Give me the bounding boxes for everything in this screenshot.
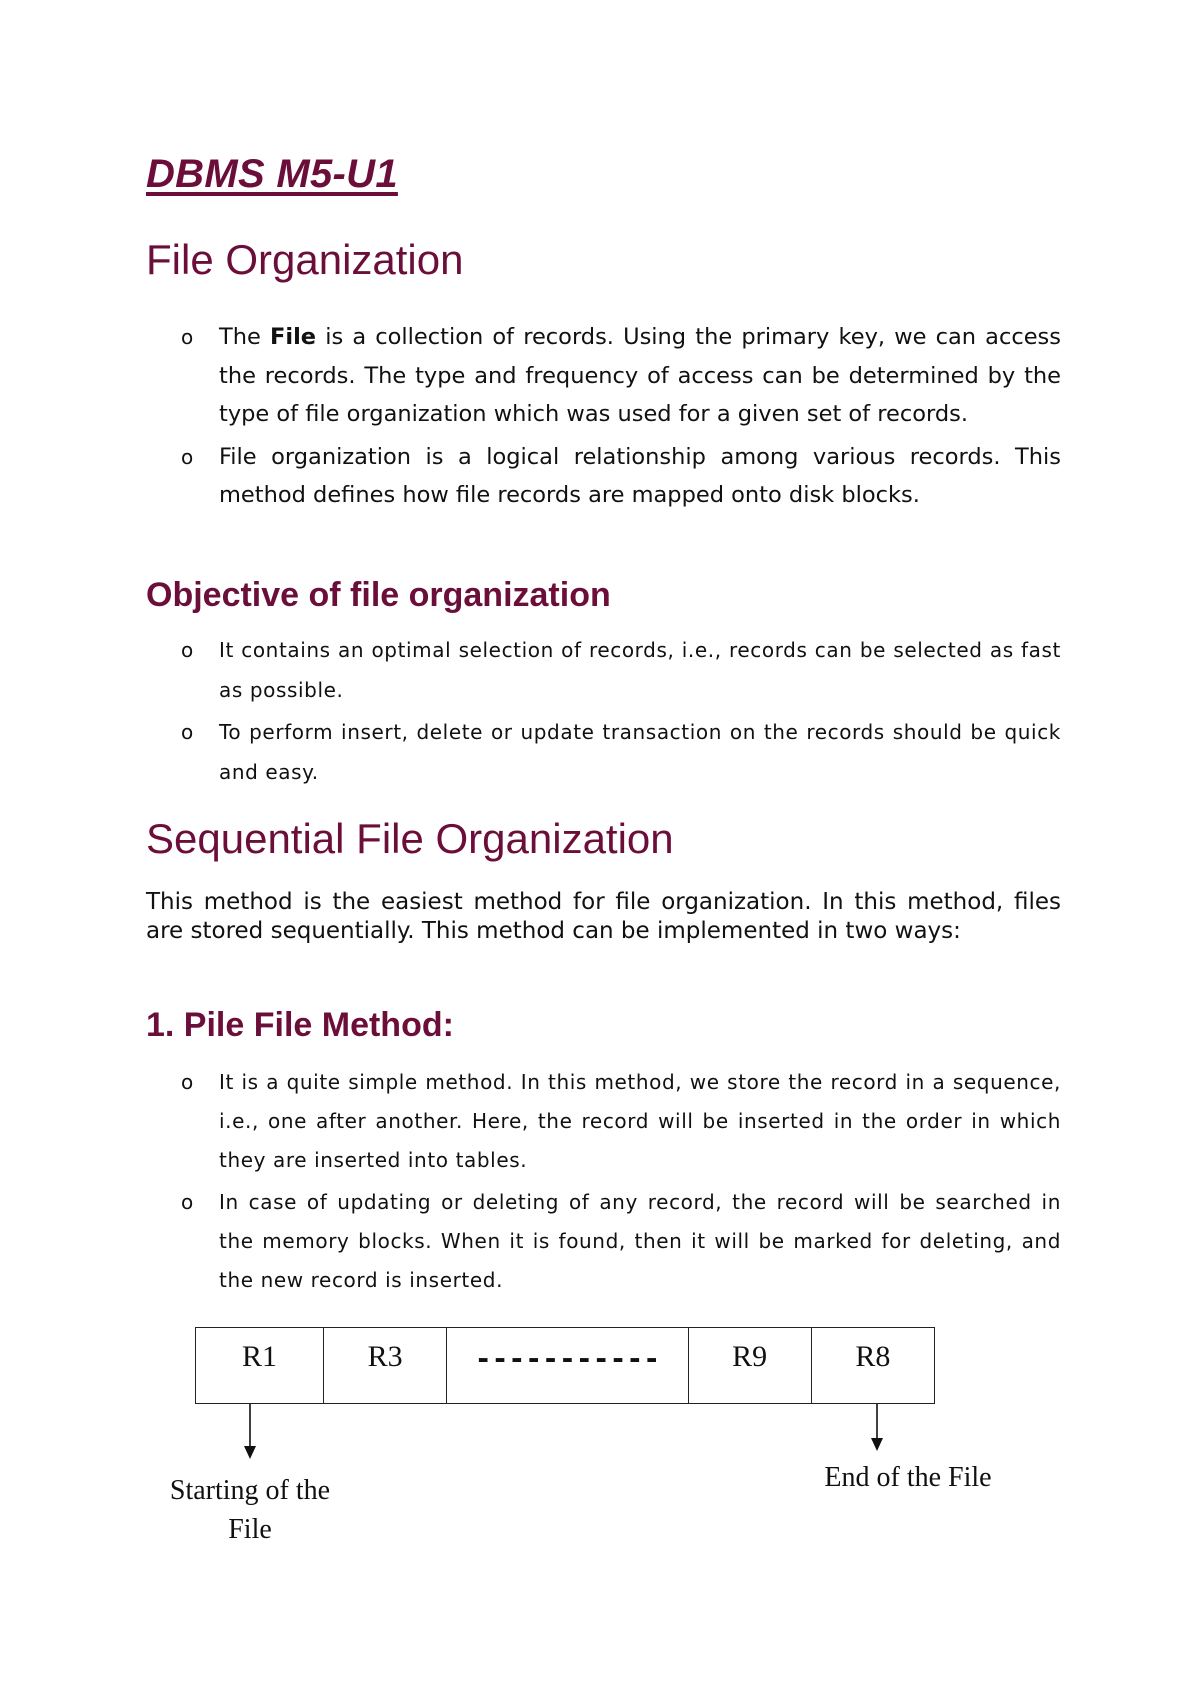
start-arrow-icon bbox=[240, 1404, 260, 1460]
objective-list bbox=[146, 630, 1061, 794]
list-item-bold-term: File bbox=[270, 324, 317, 350]
heading-objective: Objective of file organization bbox=[146, 576, 611, 614]
list-item bbox=[146, 1183, 1061, 1300]
list-item-text: In case of updating or deleting of any record, the record will be searched in the memory blocks. When it is found, then it will be marked for deleting, and the new record is inserted. bbox=[219, 1190, 1061, 1292]
bullet-marker: o bbox=[181, 638, 194, 662]
record-gap-cell: ----------- bbox=[447, 1328, 688, 1404]
document-title: DBMS M5-U1 bbox=[146, 152, 398, 196]
pile-file-list bbox=[146, 1063, 1061, 1303]
end-of-file-label: End of the File bbox=[824, 1462, 992, 1493]
list-item bbox=[146, 1063, 1061, 1180]
bullet-marker: o bbox=[181, 444, 194, 469]
sequential-paragraph: This method is the easiest method for file organization. In this method, files are stored sequentially. This method can be implemented in two ways: bbox=[146, 889, 1061, 944]
list-item bbox=[146, 630, 1061, 710]
heading-pile-file: 1. Pile File Method: bbox=[146, 1006, 454, 1044]
record-cell: R9 bbox=[688, 1328, 811, 1404]
bullet-marker: o bbox=[181, 1070, 194, 1094]
list-item-text: It is a quite simple method. In this method, we store the record in a sequence, i.e., one after another. Here, the record will be inserted in the order in which they are inserted into tables. bbox=[219, 1070, 1061, 1172]
bullet-marker: o bbox=[181, 1190, 194, 1214]
list-item bbox=[146, 438, 1061, 515]
list-item-text: It contains an optimal selection of records, i.e., records can be selected as fast as possible. bbox=[219, 638, 1061, 702]
start-of-file-label: Starting of the File bbox=[169, 1475, 331, 1545]
bullet-marker: o bbox=[181, 720, 194, 744]
record-cell: R3 bbox=[324, 1328, 447, 1404]
list-item bbox=[146, 712, 1061, 792]
list-item-text-rest: is a collection of records. Using the primary key, we can access the records. The type and frequency of access can be determined by the type of file organization which was used for a given set of records. bbox=[219, 324, 1061, 427]
record-sequence-diagram bbox=[195, 1327, 935, 1404]
bullet-marker: o bbox=[181, 325, 194, 349]
heading-sequential: Sequential File Organization bbox=[146, 815, 674, 862]
file-organization-list bbox=[146, 318, 1061, 519]
list-item-text-start: The bbox=[219, 324, 270, 350]
list-item-text: File organization is a logical relationship among various records. This method defines how file records are mapped onto disk blocks. bbox=[219, 443, 1061, 508]
record-cell: R1 bbox=[196, 1328, 324, 1404]
record-cell: R8 bbox=[811, 1328, 934, 1404]
list-item-text: To perform insert, delete or update transaction on the records should be quick and easy. bbox=[219, 720, 1061, 784]
list-item bbox=[146, 318, 1061, 434]
heading-file-organization: File Organization bbox=[146, 236, 464, 283]
end-arrow-icon bbox=[867, 1404, 887, 1452]
